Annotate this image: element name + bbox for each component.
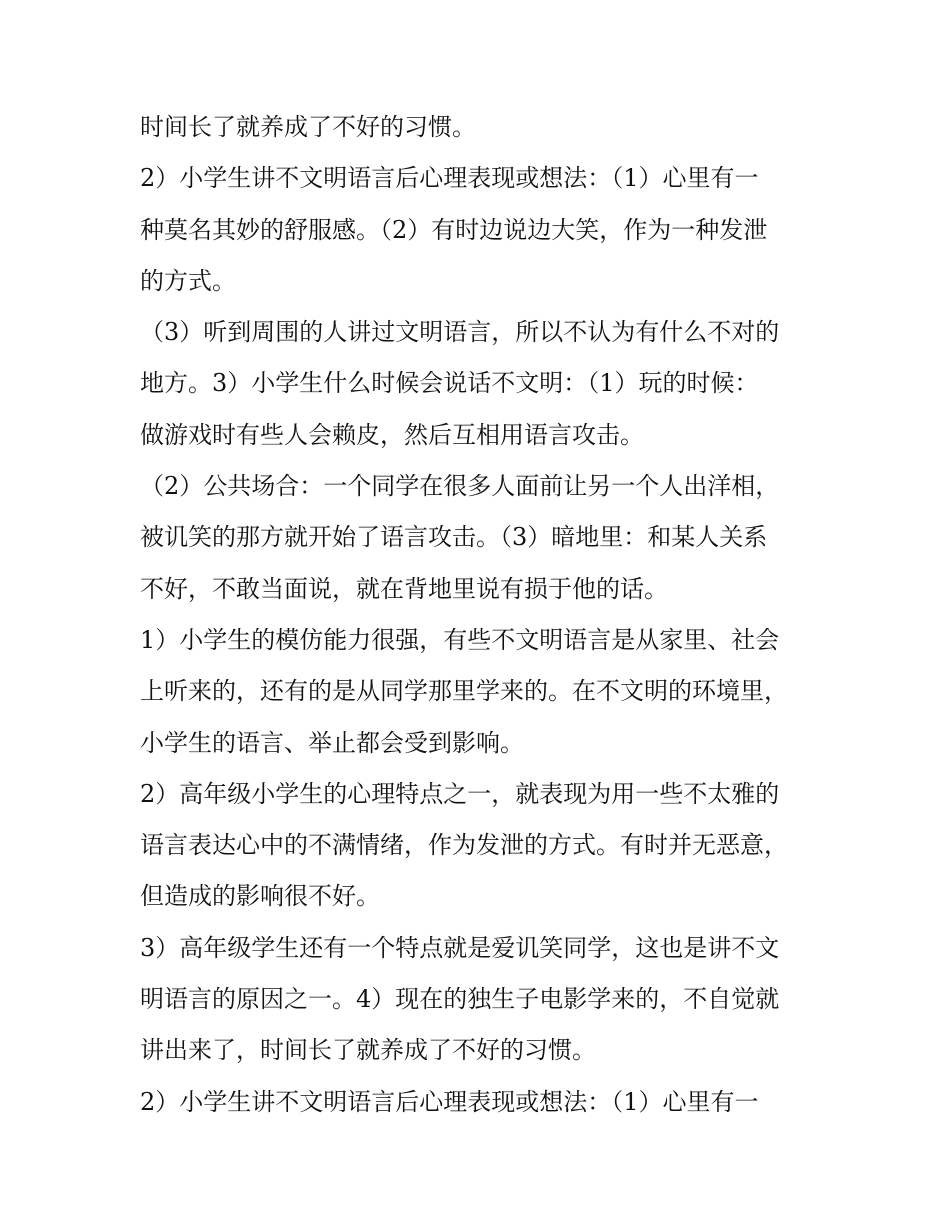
text-line: （2）公共场合：一个同学在很多人面前让另一个人出洋相， xyxy=(140,472,780,501)
text-line: 小学生的语言、举止都会受到影响。 xyxy=(140,728,524,757)
text-line: 3）高年级学生还有一个特点就是爱讥笑同学，这也是讲不文 xyxy=(140,933,780,962)
text-line: 1）小学生的模仿能力很强，有些不文明语言是从家里、社会 xyxy=(140,625,780,654)
text-line: （3）听到周围的人讲过文明语言，所以不认为有什么不对的 xyxy=(140,318,780,347)
text-line: 但造成的影响很不好。 xyxy=(140,882,380,911)
text-line: 的方式。 xyxy=(140,266,236,295)
text-line: 2）小学生讲不文明语言后心理表现或想法：（1）心里有一 xyxy=(140,164,759,193)
text-line: 讲出来了，时间长了就养成了不好的习惯。 xyxy=(140,1036,596,1065)
text-line: 2）高年级小学生的心理特点之一，就表现为用一些不太雅的 xyxy=(140,779,780,808)
text-line: 不好，不敢当面说，就在背地里说有损于他的话。 xyxy=(140,574,668,603)
text-line: 明语言的原因之一。4）现在的独生子电影学来的，不自觉就 xyxy=(140,985,780,1014)
document-body xyxy=(140,102,820,1128)
text-line: 地方。3）小学生什么时候会说话不文明：（1）玩的时候： xyxy=(140,369,759,398)
text-line: 语言表达心中的不满情绪，作为发泄的方式。有时并无恶意， xyxy=(140,831,788,860)
text-line: 2）小学生讲不文明语言后心理表现或想法：（1）心里有一 xyxy=(140,1087,759,1116)
text-line: 种莫名其妙的舒服感。（2）有时边说边大笑，作为一种发泄 xyxy=(140,215,768,244)
text-line: 上听来的，还有的是从同学那里学来的。在不文明的环境里， xyxy=(140,677,788,706)
text-line: 时间长了就养成了不好的习惯。 xyxy=(140,113,476,141)
text-line: 做游戏时有些人会赖皮，然后互相用语言攻击。 xyxy=(140,420,644,449)
text-line: 被讥笑的那方就开始了语言攻击。（3）暗地里：和某人关系 xyxy=(140,523,768,552)
